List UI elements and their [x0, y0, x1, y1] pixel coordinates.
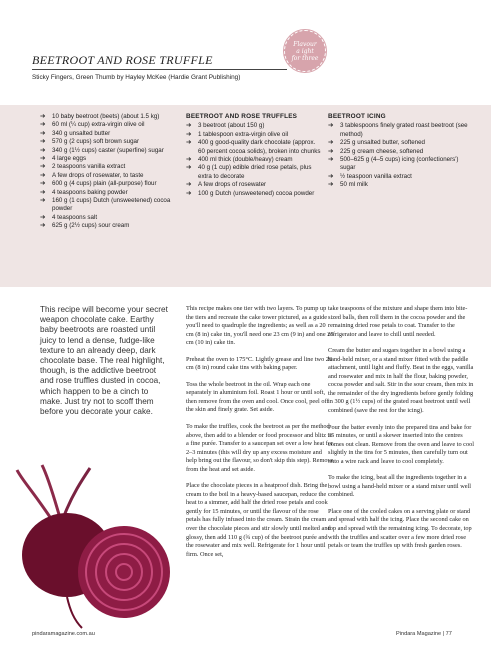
- ingredient-item: [328, 173, 468, 181]
- ingredient-item: [40, 113, 175, 121]
- ingredient-item: [186, 190, 321, 198]
- ingredient-item: [186, 131, 321, 139]
- method-paragraph: Place one of the cooled cakes on a serving plate or stand and spread with half the icing. Place the second cake on top and spread with the remaining icing. To decorate, top with the truffles and scatter over a few more dried rose petals or team the truffles up with fresh garden roses.: [328, 507, 472, 550]
- method-paragraph: To make the icing, beat all the ingredients together in a bowl using a hand-held mixer or a stand mixer until well combined.: [328, 474, 472, 499]
- arrow-icon: ➔: [328, 181, 334, 189]
- arrow-icon: ➔: [40, 129, 46, 137]
- ingredient-text: 3 tablespoons finely grated roast beetroot (see method): [340, 122, 468, 138]
- method-column-1: [186, 305, 334, 567]
- ingredient-item: [40, 130, 175, 138]
- ingredient-item: [328, 139, 468, 147]
- ingredient-text: 40 g (1 cup) edible dried rose petals, plus extra to decorate: [198, 164, 312, 180]
- badge-line: Flavour: [293, 40, 317, 48]
- arrow-icon: ➔: [40, 171, 46, 179]
- cake-ingredients: [40, 113, 175, 231]
- arrow-icon: ➔: [186, 122, 192, 130]
- ingredient-text: 4 large eggs: [52, 155, 87, 163]
- arrow-icon: ➔: [186, 156, 192, 164]
- intro-text: This recipe will become your secret weapon chocolate cake. Earthy baby beetroots are roasted until juicy to lend a dense, fudge-like texture to an already deep, dark chocolate base. The real highlight, though, is the addictive beetroot and rose truffles dusted in cocoa, which happen to be a cinch to make. Just try not to scoff them before you decorate your cake.: [40, 305, 168, 417]
- ingredient-item: [186, 156, 321, 164]
- method-paragraph: Toss the whole beetroot in the oil. Wrap each one separately in aluminium foil. Roast 1 hour or until soft, then remove from the oven and cool. Once cool, peel off the skin and finely grate. Set aside.: [186, 380, 329, 414]
- ingredient-text: ½ teaspoon vanilla extract: [340, 172, 412, 180]
- ingredient-text: 160 g (1 cups) Dutch (unsweetened) cocoa powder: [52, 197, 171, 213]
- arrow-icon: ➔: [328, 147, 334, 155]
- method-paragraph: To make the truffles, cook the beetroot as per the method above, then add to a blender or food processor and blitz to a fine purée. Transfer to a saucepan set over a low heat for 2–3 minutes (this will dry up any excess moisture and help bring out the flavour, so don't skip this step). Remove from the heat and set aside.: [186, 423, 334, 473]
- arrow-icon: ➔: [328, 122, 334, 130]
- ingredient-item: [328, 122, 468, 139]
- ingredient-item: [40, 222, 175, 230]
- method-paragraph: This recipe makes one tier with two layers. To pump up the tiers and recreate the cake tower pictured, as a guide you'll need to quadruple the ingredients; as well as a 20 cm (8 in) cake tin, you'll need one 23 cm (9 in) and one 25 cm (10 in) cake tin.: [186, 305, 334, 347]
- ingredient-text: 400 ml thick (double/heavy) cream: [198, 156, 293, 164]
- ingredient-text: 2 teaspoons vanilla extract: [52, 163, 126, 171]
- beetroot-image: [12, 460, 182, 630]
- method-paragraph: Place the chocolate pieces in a heatproof dish. Bring the cream to the boil in a heavy-based saucepan, reduce the heat to a simmer, add half the dried rose petals and cook gently for 15 minutes, or until the flavour of the rose petals has fully infused into the cream. Strain the cream over the chocolate pieces and stir slowly until melted and glossy, then add 110 g (¾ cup) of the beetroot purée and the rosewater and mix well. Refrigerate for 1 hour until firm. Once set,: [186, 482, 331, 558]
- ingredient-item: [328, 156, 468, 173]
- ingredient-text: 570 g (2 cups) soft brown sugar: [52, 138, 140, 146]
- ingredient-text: 10 baby beetroot (beets) (about 1.5 kg): [52, 113, 160, 120]
- title-rule: [32, 69, 287, 70]
- arrow-icon: ➔: [186, 164, 192, 172]
- arrow-icon: ➔: [40, 113, 46, 120]
- ingredient-item: [186, 164, 321, 181]
- footer-page: Pindara Magazine | 77: [396, 631, 452, 637]
- ingredient-item: [40, 180, 175, 188]
- ingredient-item: [40, 121, 175, 129]
- ingredient-text: A few drops of rosewater: [198, 181, 267, 189]
- ingredient-text: 4 teaspoons salt: [52, 213, 98, 221]
- method-paragraph: Pour the batter evenly into the prepared tins and bake for 35 minutes, or until a skewer inserted into the centres comes out clean. Remove from the oven and leave to cool slightly in the tins for 5 minutes, then carefully turn out onto a wire rack and leave to cool completely.: [328, 423, 475, 465]
- arrow-icon: ➔: [186, 189, 192, 197]
- byline: Sticky Fingers, Green Thumb by Hayley McKee (Hardie Grant Publishing): [32, 74, 241, 81]
- arrow-icon: ➔: [40, 163, 46, 171]
- ingredient-item: [40, 163, 175, 171]
- ingredient-text: 600 g (4 cups) plain (all-purpose) flour: [52, 180, 157, 188]
- ingredient-text: 625 g (2½ cups) sour cream: [52, 222, 130, 230]
- ingredient-text: 400 g good-quality dark chocolate (approx. 60 percent cocoa solids), broken into chunks: [198, 139, 321, 155]
- truffle-ingredients: [186, 113, 321, 198]
- arrow-icon: ➔: [328, 139, 334, 147]
- ingredient-item: [186, 122, 321, 130]
- ingredient-text: 500–625 g (4–5 cups) icing (confectioners') sugar: [340, 156, 459, 172]
- ingredient-item: [328, 181, 468, 189]
- arrow-icon: ➔: [40, 146, 46, 154]
- badge-line: a ight: [296, 47, 314, 55]
- flavour-badge: [284, 30, 326, 72]
- ingredient-text: 50 ml milk: [340, 181, 368, 189]
- arrow-icon: ➔: [40, 155, 46, 163]
- ingredient-item: [40, 214, 175, 222]
- method-paragraph: take teaspoons of the mixture and shape them into bite-sized balls, then roll them in the cocoa powder and the remaining dried rose petals to coat. Transfer to the refrigerator and leave to chill until needed.: [328, 305, 468, 338]
- badge-line: for three: [291, 54, 319, 62]
- ingredient-text: 1 tablespoon extra-virgin olive oil: [198, 130, 289, 138]
- arrow-icon: ➔: [40, 138, 46, 146]
- ingredient-text: 100 g Dutch (unsweetened) cocoa powder: [198, 189, 315, 197]
- arrow-icon: ➔: [40, 180, 46, 188]
- arrow-icon: ➔: [186, 181, 192, 189]
- ingredient-item: [40, 155, 175, 163]
- truffles-heading: BEETROOT AND ROSE TRUFFLES: [186, 113, 298, 120]
- ingredient-text: 225 g cream cheese, softened: [340, 147, 424, 155]
- ingredient-item: [40, 138, 175, 146]
- ingredient-item: [186, 181, 321, 189]
- beet-half: [78, 526, 170, 618]
- ingredient-text: 3 beetroot (about 150 g): [198, 122, 265, 130]
- ingredient-item: [40, 172, 175, 180]
- arrow-icon: ➔: [40, 213, 46, 221]
- ingredient-text: 60 ml (¼ cup) extra-virgin olive oil: [52, 121, 145, 129]
- recipe-title: BEETROOT AND ROSE TRUFFLE: [32, 53, 213, 67]
- footer-url: pindaramagazine.com.au: [32, 631, 95, 637]
- arrow-icon: ➔: [328, 156, 334, 164]
- ingredient-item: [328, 148, 468, 156]
- ingredient-item: [186, 139, 321, 156]
- ingredient-item: [40, 197, 175, 214]
- method-paragraph: Cream the butter and sugars together in a bowl using a hand-held mixer, or a stand mixer fitted with the paddle attachment, until light and fluffy. Beat in the eggs, vanilla and rosewater and mix in half the flour, baking powder, cocoa powder and salt. Stir in the sour cream, then mix in the remainder of the dry ingredients before gently folding in 300 g (1½ cups) of the grated roast beetroot until well combined (save the rest for the icing).: [328, 347, 474, 415]
- icing-ingredients: [328, 113, 468, 190]
- icing-heading: BEETROOT ICING: [328, 113, 386, 120]
- ingredient-item: [40, 147, 175, 155]
- beet-leaves: [17, 465, 90, 520]
- arrow-icon: ➔: [40, 197, 46, 205]
- method-column-2: [328, 305, 476, 559]
- ingredient-item: [40, 189, 175, 197]
- ingredient-text: A few drops of rosewater, to taste: [52, 171, 144, 179]
- method-paragraph: Preheat the oven to 175°C. Lightly grease and line two 20 cm (8 in) round cake tins with baking paper.: [186, 355, 333, 372]
- ingredient-text: 340 g (1½ cups) caster (superfine) sugar: [52, 146, 164, 154]
- arrow-icon: ➔: [186, 139, 192, 147]
- arrow-icon: ➔: [40, 222, 46, 230]
- ingredient-text: 225 g unsalted butter, softened: [340, 139, 425, 147]
- arrow-icon: ➔: [40, 121, 46, 129]
- ingredient-text: 4 teaspoons baking powder: [52, 188, 128, 196]
- arrow-icon: ➔: [186, 130, 192, 138]
- arrow-icon: ➔: [40, 188, 46, 196]
- arrow-icon: ➔: [328, 172, 334, 180]
- ingredient-text: 340 g unsalted butter: [52, 129, 111, 137]
- header: [0, 0, 491, 100]
